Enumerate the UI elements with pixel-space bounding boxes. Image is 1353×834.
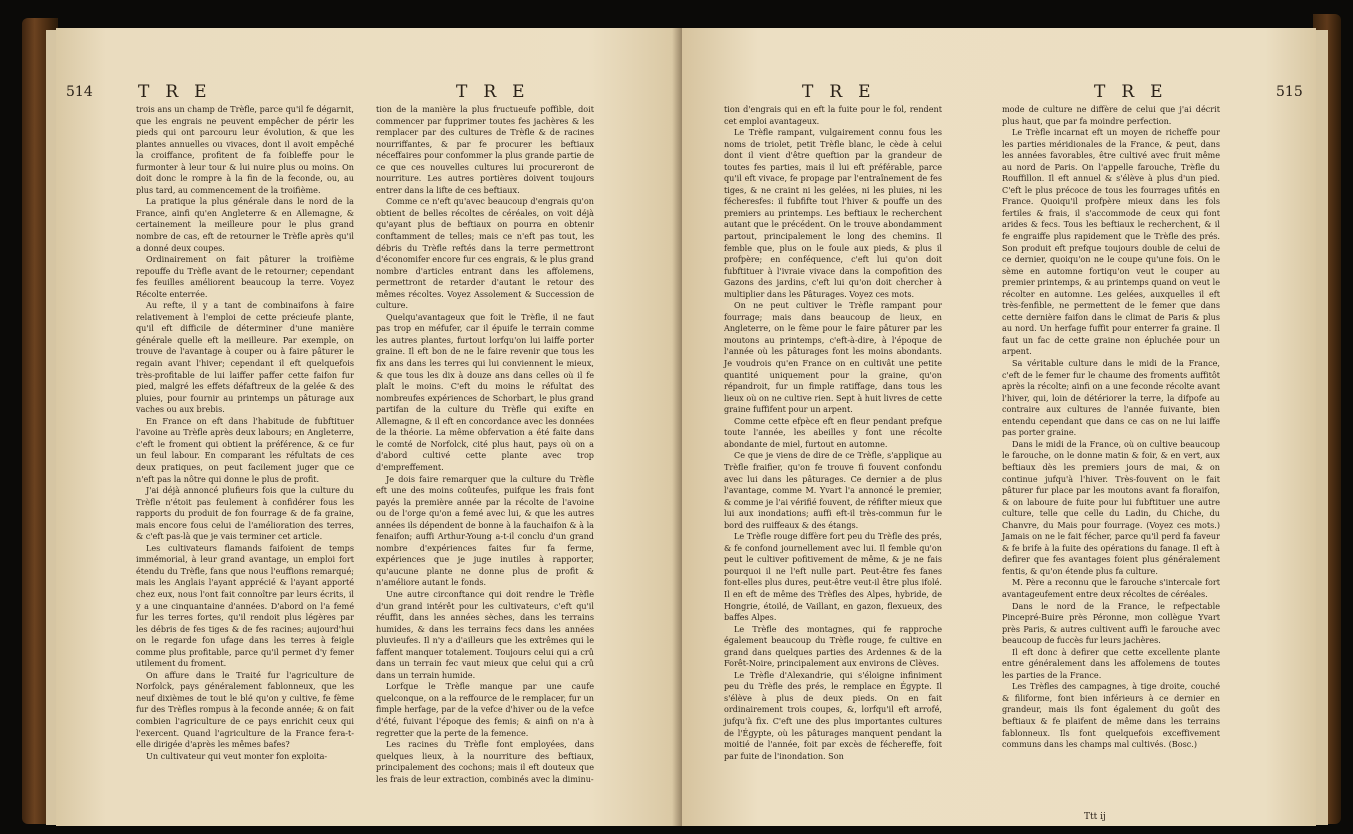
paragraph: trois ans un champ de Trèfle, parce qu'il fe dégarnit, que les engrais ne peuvent empêcher de périr les pieds qui ont parcouru leur évolution, & que les plantes annuelles ou vivaces, dont il avoit empêché la croiffance, profitent de fa foibleffe pour le furmonter à leur tour & lui nuire plus ou moins. On doit donc le rompre à la fin de la feconde, ou, au plus tard, au commencement de la troifième. xyxy=(136,104,354,195)
left-page xyxy=(56,28,682,826)
signature-mark: Ttt ij xyxy=(1084,812,1106,822)
paragraph: Le Trèfle rouge diffère fort peu du Trèfle des prés, & fe confond journellement avec lui. Il femble qu'on peut le cultiver pofitivement de même, & je ne fais pourquoi il ne l'eft nulle part. Peut-être fes fanes font-elles plus dures, peut-être veut-il être plus ifolé. Il en eft de même des Trèfles des Alpes, hybride, de Hongrie, étoilé, de Vaillant, en gazon, flexueux, des baffes Alpes. xyxy=(724,531,942,623)
right-column-1 xyxy=(724,104,942,762)
paragraph: Ordinairement on fait pâturer la troifième repouffe du Trèfle avant de le retourner; cependant fes feuilles améliorent beaucoup la terre. Voyez Récolte enterrée. xyxy=(136,254,354,299)
paragraph: Le Trèfle des montagnes, qui fe rapproche également beaucoup du Trèfle rouge, fe cultive en grand dans quelques parties des Ardennes & de la Forêt-Noire, principalement aux environs de Clèves. xyxy=(724,623,942,669)
paragraph: tion de la manière la plus fructueufe poffible, doit commencer par fupprimer toutes fes jachères & les remplacer par des cultures de Trèfle & de racines nourriffantes, & par fe procurer les beftiaux néceffaires pour confommer la plus grande partie de ce que ces nouvelles cultures lui procureront de nourriture. Les autres portières doivent toujours entrer dans la lifte de ces beftiaux. xyxy=(376,104,594,195)
paragraph: Dans le nord de la France, le refpectable Pincepré-Buire près Péronne, mon collègue Yvart près Paris, & autres cultivent auffi le farouche avec beaucoup de fuccès fur leurs jachères. xyxy=(1002,600,1220,646)
paragraph: On ne peut cultiver le Trèfle rampant pour fourrage; mais dans beaucoup de lieux, en Angleterre, on le fème pour le faire pâturer par les moutons au printemps, c'eft-à-dire, à l'époque de l'année où les pâturages font les moins abondants. Je voudrois qu'en France on en cultivât une petite quantité uniquement pour la graine, qu'on répandroit, fur un fimple ratiffage, dans tous les lieux où on ne cultive rien. Sept à huit livres de cette graine fuffifent pour un arpent. xyxy=(724,300,942,415)
paragraph: Lorfque le Trèfle manque par une caufe quelconque, on a la reffource de le remplacer, fur un fimple herfage, par de la vefce d'hiver ou de la vefce d'été, fuivant l'époque des femis; & ainfi on n'a à regretter que la perte de la femence. xyxy=(376,681,594,738)
right-header-1: TRE xyxy=(802,82,887,102)
left-header-2: TRE xyxy=(456,82,541,102)
paragraph: Les cultivateurs flamands faifoient de temps immémorial, à leur grand avantage, un emploi fort étendu du Trèfle, fans que nous l'euffions remarqué; mais les Anglais l'ayant apprécié & l'ayant apporté chez eux, nous l'ont fait connoître par leurs écrits, il y a une cinquantaine d'années. D'abord on l'a femé fur les terres fortes, qu'il rendoit plus légères par les débris de fes tiges & de fes racines; aujourd'hui on le regarde fon ufage dans les terres à feigle comme plus profitable, parce qu'il permet d'y femer utilement du froment. xyxy=(136,542,354,669)
paragraph: Quelqu'avantageux que foit le Trèfle, il ne faut pas trop en méfufer, car il épuife le terrain comme les autres plantes, furtout lorfqu'on lui laiffe porter graine. Il eft bon de ne le faire revenir que tous les fix ans dans les terres qui lui conviennent le mieux, & que tous les dix à douze ans dans celles où il fe plaît le moins. C'eft du moins le réfultat des nombreufes expériences de Schorbart, le plus grand partifan de la culture du Trèfle qui exifte en Allemagne, & il eft en concordance avec les données de la théorie. La même obfervation a été faite dans le comté de Norfolck, cité plus haut, pays où on a d'abord cultivé cette plante avec trop d'empreffement. xyxy=(376,311,594,472)
paragraph: tion d'engrais qui en eft la fuite pour le fol, rendent cet emploi avantageux. xyxy=(724,104,942,126)
paragraph: Le Trèfle d'Alexandrie, qui s'éloigne infiniment peu du Trèfle des prés, le remplace en Égypte. Il s'élève à plus de deux pieds. On en fait ordinairement trois coupes, &, lorfqu'il eft arrofé, jufqu'à fix. C'eft une des plus importantes cultures de l'Égypte, où les pâturages manquent pendant la moitié de l'année, foit par excès de féchereffe, foit par fuite de l'inondation. Son xyxy=(724,669,942,761)
paragraph: Ce que je viens de dire de ce Trèfle, s'applique au Trèfle fraifier, qu'on fe trouve fi fouvent confondu avec lui dans les pâturages. Ce dernier a de plus l'avantage, comme M. Yvart l'a annoncé le premier, & comme je l'ai vérifié fouvent, de réfifter mieux que lui aux inondations; auffi eft-il très-commun fur le bord des ruiffeaux & des étangs. xyxy=(724,450,942,530)
paragraph: Les racines du Trèfle font employées, dans quelques lieux, à la nourriture des beftiaux, principalement des cochons; mais il eft douteux que les frais de leur extraction, combinés avec la diminu- xyxy=(376,739,594,784)
paragraph: La pratique la plus générale dans le nord de la France, ainfi qu'en Angleterre & en Allemagne, & certainement la meilleure pour le plus grand nombre de cas, eft de retourner le Trèfle après qu'il a donné deux coupes. xyxy=(136,196,354,253)
left-column-1 xyxy=(136,104,354,762)
paragraph: M. Père a reconnu que le farouche s'intercale fort avantageufement entre deux récoltes de céréales. xyxy=(1002,577,1220,599)
page-edges-right xyxy=(1314,30,1328,825)
paragraph: Au refte, il y a tant de combinaifons à faire relativement à l'emploi de cette précieufe plante, qu'il eft difficile de déterminer d'une manière générale quelle eft la meilleure. Par exemple, on trouve de l'avantage à couper ou à faire pâturer le regain avant l'hiver; cependant il eft quelquefois très-profitable de lui laiffer paffer cette faifon fur pied, malgré les effets défaftreux de la gelée & des pluies, pour fournir au printemps un pâturage aux vaches ou aux brebis. xyxy=(136,300,354,415)
left-header-1: TRE xyxy=(138,82,223,102)
paragraph: mode de culture ne diffère de celui que j'ai décrit plus haut, que par fa moindre perfection. xyxy=(1002,104,1220,126)
paragraph: En France on eft dans l'habitude de fubftituer l'avoine au Trèfle après deux labours; en Angleterre, c'eft le froment qui obtient la préférence, & ce fur un feul labour. En comparant les réfultats de ces deux pratiques, on peut facilement juger que ce n'eft pas la nôtre qui donne le plus de profit. xyxy=(136,415,354,484)
right-header-2: TRE xyxy=(1094,82,1179,102)
paragraph: Le Trèfle rampant, vulgairement connu fous les noms de triolet, petit Trèfle blanc, le cède à celui dont il vient d'être queftion par la grandeur de toutes fes parties, mais il lui eft préférable, parce qu'il eft vivace, fe propage par l'entraînement de fes tiges, & ne craint ni les gelées, ni les pluies, ni les fécheresfes: il fubfifte tout l'hiver & pouffe un des premiers au printemps. Les beftiaux le recherchent autant que le précédent. On le trouve abondamment partout, principalement le long des chemins. Il femble que, plus on le foule aux pieds, & plus il profpère; en conféquence, c'eft lui qu'on doit fubftituer à l'ivraie vivace dans la compofition des Gazons des jardins, c'eft lui qu'on doit chercher à multiplier dans les Pâturages. Voyez ces mots. xyxy=(724,127,942,299)
right-page xyxy=(682,28,1316,826)
paragraph: Comme ce n'eft qu'avec beaucoup d'engrais qu'on obtient de belles récoltes de céréales, on voit déjà qu'ayant plus de beftiaux on pourra en obtenir conftamment de telles; mais ce n'eft pas tout, les débris du Trèfle reftés dans la terre permettront d'économifer encore fur ces engrais, & le plus grand nombre d'articles entrant dans les affolemens, permettront de retarder d'autant le retour des mêmes récoltes. Voyez Assolement & Succession de culture. xyxy=(376,196,594,311)
paragraph: Sa véritable culture dans le midi de la France, c'eft de le femer fur le chaume des froments auffitôt après la récolte; ainfi on a une feconde récolte avant l'hiver, qui, loin de détériorer la terre, la difpofe au contraire aux cultures de l'année fuivante, bien entendu cependant que dans ce cas on ne lui laiffe pas porter graine. xyxy=(1002,358,1220,438)
paragraph: Il eft donc à defirer que cette excellente plante entre généralement dans les affolemens de toutes les parties de la France. xyxy=(1002,646,1220,680)
right-page-number: 515 xyxy=(1276,84,1303,100)
paragraph: Dans le midi de la France, où on cultive beaucoup le farouche, on le donne matin & foir, & en vert, aux beftiaux dès les premiers jours de mai, & on continue jufqu'à l'hiver. Très-fouvent on le fait pâturer fur place par les moutons avant fa floraifon, & on laboure de fuite pour lui fubftituer une autre culture, telle que celle du Ladin, du Chiche, du Chanvre, du Mais pour fourrage. (Voyez ces mots.) Jamais on ne le fait fécher, parce qu'il perd fa faveur & fe brife à la fuite des opérations du fanage. Il eft à defirer que fes avantages foient plus généralement fentis, & qu'on étende plus fa culture. xyxy=(1002,438,1220,576)
paragraph: Une autre circonftance qui doit rendre le Trèfle d'un grand intérêt pour les cultivateurs, c'eft qu'il réuffit, dans les années sèches, dans les terrains humides, & dans les terrains fecs dans les années pluvieufes. Il n'y a d'ailleurs que les extrêmes qui le faffent manquer totalement. Toujours celui qui a crû dans un terrain fec vaut mieux que celui qui a crû dans un terrain humide. xyxy=(376,588,594,680)
right-column-2 xyxy=(1002,104,1220,751)
paragraph: J'ai déjà annoncé plufieurs fois que la culture du Trèfle n'étoit pas feulement à confidérer fous les rapports du produit de fon fourrage & de fa graine, mais encore fous celui de l'amélioration des terres, & c'eft pas-là que je vais terminer cet article. xyxy=(136,485,354,542)
paragraph: Je dois faire remarquer que la culture du Trèfle eft une des moins coûteufes, puifque les frais font payés la première année par la récolte de l'avoine ou de l'orge qu'on a femé avec lui, & que les autres années ils dépendent de bonne à la fauchaifon & à la fenaifon; auffi Arthur-Young a-t-il conclu d'un grand nombre d'expériences faites fur fa ferme, expériences que je juge inutiles à rapporter, qu'aucune plante ne donne plus de profit & n'améliore autant le fonds. xyxy=(376,473,594,588)
paragraph: Les Trèfles des campagnes, à tige droite, couché & filiforme, font bien inférieurs à ce dernier en grandeur, mais ils font également du goût des beftiaux & fe plaifent de même dans les terrains fablonneux. Ils font quelquefois exceffivement communs dans les champs mal cultivés. (Bosc.) xyxy=(1002,681,1220,750)
paragraph: Comme cette efpèce eft en fleur pendant prefque toute l'année, les abeilles y font une récolte abondante de miel, furtout en automne. xyxy=(724,415,942,449)
paragraph: Un cultivateur qui veut monter fon exploita- xyxy=(146,750,328,761)
paragraph: On affure dans le Traité fur l'agriculture de Norfolck, pays généralement fablonneux, que les neuf dixièmes de tout le blé qu'on y cultive, fe fème fur des Trèfles rompus à la feconde année; & on fait combien l'agriculture de ce pays enrichit ceux qui l'exercent. Quand l'agriculture de la France fera-t-elle dirigée d'après les mêmes bafes? xyxy=(136,669,354,750)
left-column-2 xyxy=(376,104,594,785)
paragraph: Le Trèfle incarnat eft un moyen de richeffe pour les parties méridionales de la France, & peut, dans les années favorables, être cultivé avec fruit même au nord de Paris. On l'appelle farouche, Trèfle du Rouffillon. Il eft annuel & s'élève à plus d'un pied. C'eft le plus précoce de tous les fourrages ufités en France. Quoiqu'il profpère mieux dans les fols fertiles & frais, il s'accommode de ceux qui font arides & fecs. Tous les beftiaux le recherchent, & il fe engraiffe plus rapidement que le Trèfle des prés. Son produit eft prefque toujours double de celui de ce dernier, quoiqu'on ne le coupe qu'une fois. On le sème en automne fortiqu'on veut le couper au premier printemps, & au printemps quand on veut le récolter en automne. Les gelées, auxquelles il eft très-fenfible, ne permettent de le femer que dans cette dernière faifon dans le climat de Paris & plus au nord. Un herfage fuffit pour enterrer fa graine. Il faut un fac de cette graine non épluchée pour un arpent. xyxy=(1002,127,1220,357)
left-page-number: 514 xyxy=(66,84,93,100)
